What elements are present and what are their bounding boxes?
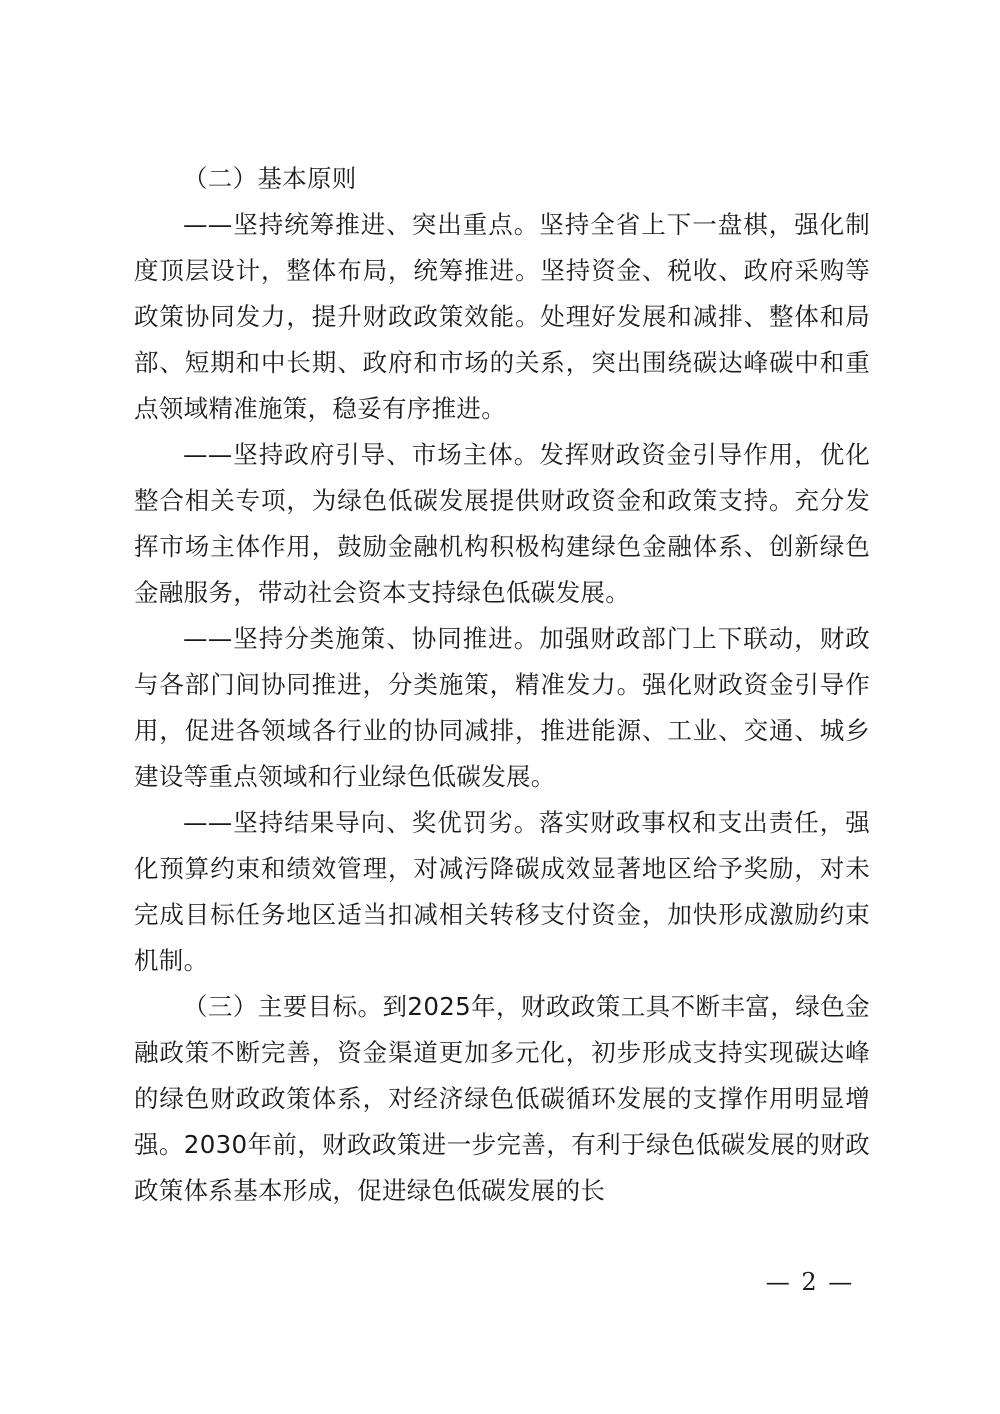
section-heading: （二）基本原则 bbox=[183, 164, 357, 193]
paragraph-government-guidance: ——坚持政府引导、市场主体。发挥财政资金引导作用，优化整合相关专项，为绿色低碳发展提供财政资金和政策支持。充分发挥市场主体作用，鼓励金融机构积极构建绿色金融体系、创新绿色金融服务，带动社会资本支持绿色低碳发展。 bbox=[134, 440, 870, 607]
page-number: — 2 — bbox=[765, 1268, 855, 1296]
paragraph-main-goals: （三）主要目标。到2025年，财政政策工具不断丰富，绿色金融政策不断完善，资金渠道更加多元化，初步形成支持实现碳达峰的绿色财政政策体系，对经济绿色低碳循环发展的支撑作用明显增强。2030年前，财政政策进一步完善，有利于绿色低碳发展的财政政策体系基本形成，促进绿色低碳发展的长 bbox=[134, 992, 870, 1205]
document-body bbox=[134, 156, 870, 1214]
paragraph-coordinated-advance: ——坚持统筹推进、突出重点。坚持全省上下一盘棋，强化制度顶层设计，整体布局，统筹推进。坚持资金、税收、政府采购等政策协同发力，提升财政政策效能。处理好发展和减排、整体和局部、短期和中长期、政府和市场的关系，突出围绕碳达峰碳中和重点领域精准施策，稳妥有序推进。 bbox=[134, 210, 870, 423]
paragraph-results-oriented: ——坚持结果导向、奖优罚劣。落实财政事权和支出责任，强化预算约束和绩效管理，对减污降碳成效显著地区给予奖励，对未完成目标任务地区适当扣减相关转移支付资金，加快形成激励约束机制。 bbox=[134, 808, 870, 975]
paragraph-classified-policy: ——坚持分类施策、协同推进。加强财政部门上下联动，财政与各部门间协同推进，分类施策，精准发力。强化财政资金引导作用，促进各领域各行业的协同减排，推进能源、工业、交通、城乡建设等重点领域和行业绿色低碳发展。 bbox=[134, 624, 870, 791]
